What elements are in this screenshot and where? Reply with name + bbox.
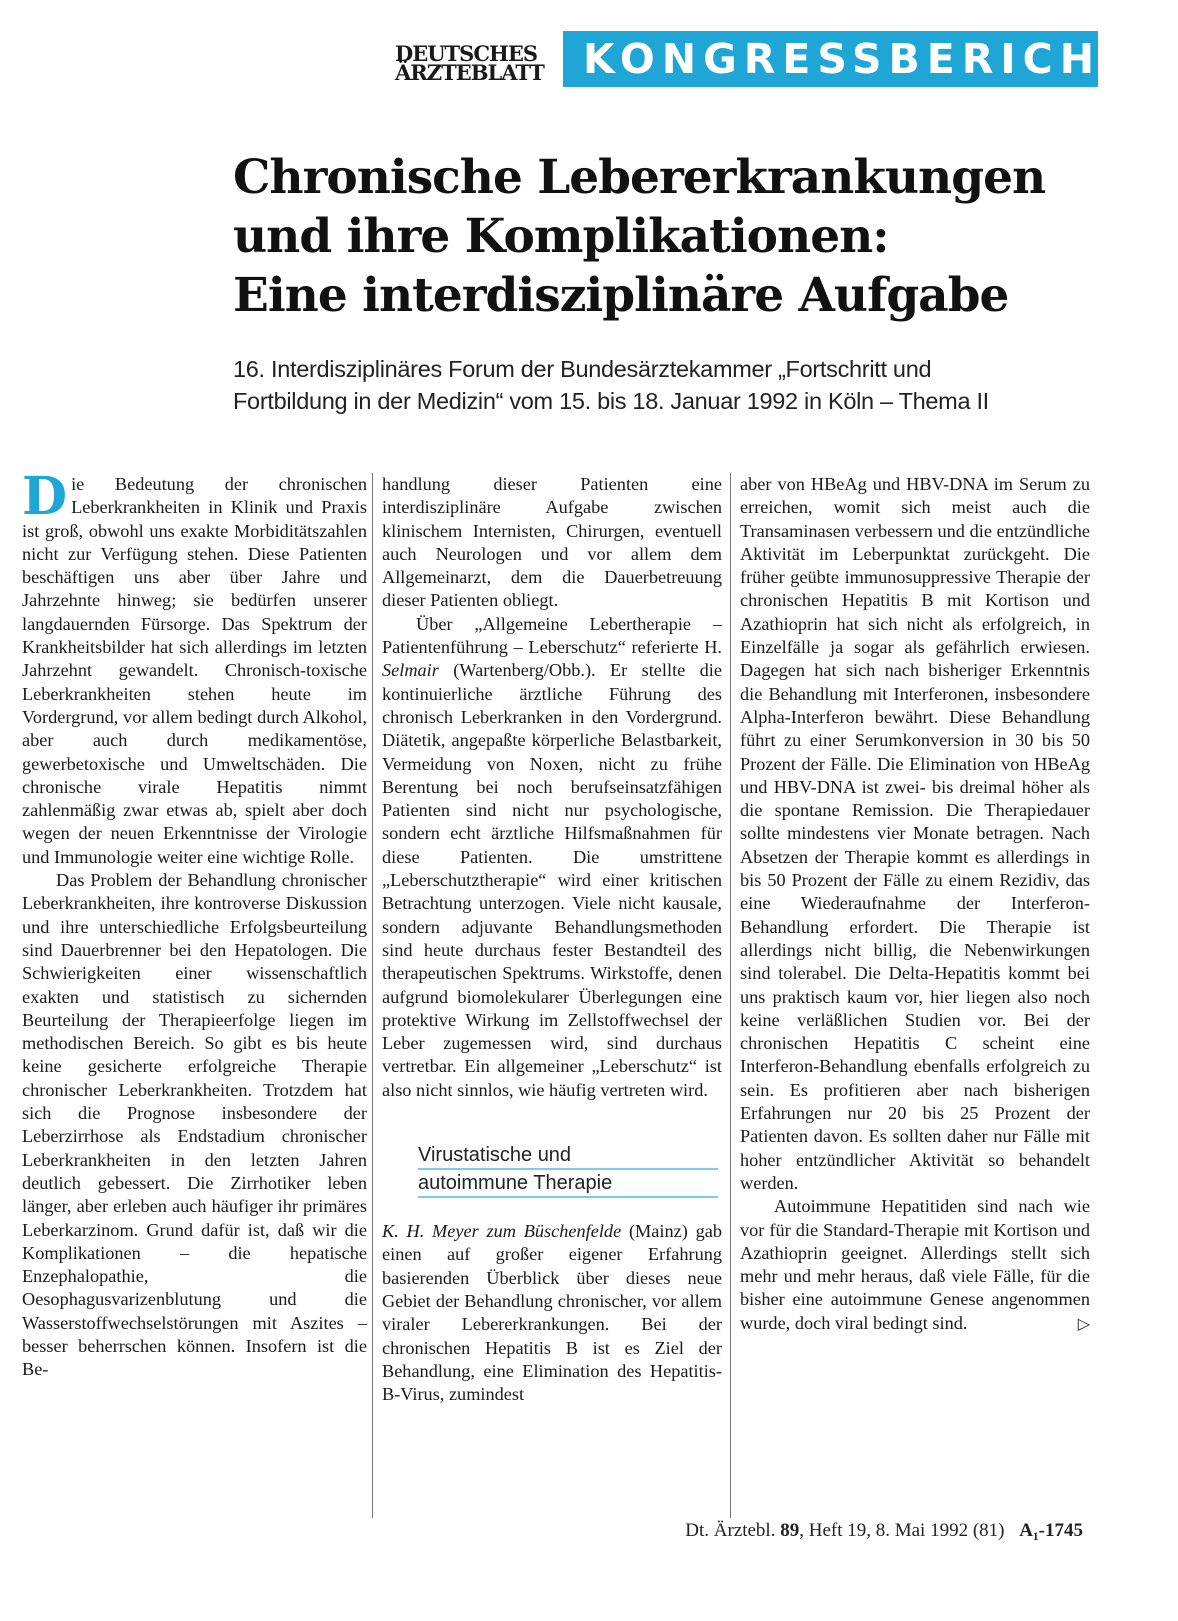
paragraph-text: Autoimmune Hepatitiden sind nach wie vor für die Standard-Therapie mit Kortison und Azathioprin geeignet. Allerdings stellt sich mehr und mehr heraus, daß viele Fälle, für die bisher eine autoimmune Genese angenommen wurde, doch viral bedingt sind. — [740, 1196, 1090, 1333]
section-banner: KONGRESSBERICHT — [563, 31, 1098, 87]
continue-arrow-icon: ▷ — [1077, 1313, 1090, 1333]
title-line3: Eine interdisziplinäre Aufgabe — [233, 268, 1009, 323]
footer-volume: 89 — [780, 1520, 800, 1541]
paragraph — [740, 1195, 1090, 1335]
article-subtitle — [233, 353, 1133, 417]
paragraph-text: (Wartenberg/Obb.). Er stellte die kontinuierliche ärztliche Führung des chronisch Leberkranken in den Vordergrund. Diätetik, angepaßte körperliche Belastbarkeit, Vermeidung von Noxen, nicht zu frühe Berentung bei noch berufseinsatzfähigen Patienten sind nicht nur psychologische, sondern echt ärztliche Hilfsmaßnahmen für diese Patienten. Die umstrittene „Leberschutztherapie“ wird einer kritischen Betrachtung unterzogen. Viele nicht kausale, sondern adjuvante Behandlungsmethoden sind heute durchaus fester Bestandteil des therapeutischen Spektrums. Wirkstoffe, denen aufgrund biomolekularer Überlegungen eine protektive Wirkung im Zellstoffwechsel der Leber zugemessen wird, sind durchaus vertretbar. Ein allgemeiner „Leberschutz“ ist also nicht sinnlos, wie häufig vertreten wird. — [382, 660, 722, 1100]
page-footer — [685, 1520, 1083, 1542]
text-column-2 — [382, 473, 722, 1406]
author-name: K. H. Meyer zum Büschenfelde — [382, 1221, 622, 1242]
column-divider-2 — [730, 473, 731, 1518]
section-heading-line1: Virustatische und — [418, 1142, 718, 1170]
subtitle-line2: Fortbildung in der Medizin“ vom 15. bis 18. Januar 1992 in Köln – Thema II — [233, 388, 989, 414]
paragraph — [382, 613, 722, 1102]
subtitle-line1: 16. Interdisziplinäres Forum der Bundesärztekammer „Fortschritt und — [233, 356, 932, 382]
paragraph — [382, 1220, 722, 1406]
drop-cap: D — [22, 466, 68, 527]
section-heading — [418, 1142, 722, 1198]
paragraph: aber von HBeAg und HBV-DNA im Serum zu erreichen, womit sich meist auch die Transaminasen verbessern und die entzündliche Aktivität im Leberpunktat zurückgeht. Die früher geübte immunosuppressive Therapie der chronischen Hepatitis B mit Kortison und Azathioprin hat sich nicht als erfolgreich, in Einzelfälle ja sogar als gefährlich erwiesen. Dagegen hat sich nach bisheriger Erkenntnis die Behandlung mit Interferonen, insbesondere Alpha-Interferon bewährt. Diese Behandlung führt zu einer Serumkonversion in 30 bis 50 Prozent der Fälle. Die Elimination von HBeAg und HBV-DNA ist zwei- bis dreimal höher als die spontane Remission. Die Therapiedauer sollte mindestens vier Monate betragen. Nach Absetzen der Therapie kommt es allerdings in bis 50 Prozent der Fälle zu einem Rezidiv, das eine Wiederaufnahme der Interferon-Behandlung erfordert. Die Therapie ist allerdings nicht billig, die Nebenwirkungen sind tolerabel. Die Delta-Hepatitis kommt bei uns praktisch kaum vor, hier liegen also noch keine verläßlichen Studien vor. Bei der chronischen Hepatitis C scheint eine Interferon-Behandlung ebenfalls erfolgreich zu sein. Es profitieren aber nach bisherigen Erfahrungen nur 20 bis 25 Prozent der Patienten davon. Es sollten daher nur Fälle mit hoher entzündlicher Aktivität so behandelt werden. — [740, 474, 1090, 1193]
paragraph: handlung dieser Patienten eine interdisziplinäre Aufgabe zwischen klinischem Internisten, Chirurgen, eventuell auch Neurologen und vor allem dem Allgemeinarzt, dem die Dauerbetreuung dieser Patienten obliegt. — [382, 474, 722, 611]
footer-issue: , Heft 19, 8. Mai 1992 (81) — [799, 1520, 1005, 1541]
title-line2: und ihre Komplikationen: — [233, 209, 889, 264]
journal-masthead — [395, 41, 555, 85]
text-column-3 — [740, 473, 1090, 1335]
footer-page-number: A₁-1745 — [1019, 1520, 1083, 1541]
footer-journal: Dt. Ärztebl. — [685, 1520, 776, 1541]
masthead-line1: DEUTSCHES — [395, 41, 538, 66]
masthead-line2: ÄRZTEBLATT — [395, 60, 544, 85]
author-name: Selmair — [382, 660, 439, 681]
paragraph: Das Problem der Behandlung chronischer Leberkrankheiten, ihre kontroverse Diskussion und ihre unterschiedliche Erfolgsbeurteilung sind Dauerbrenner bei den Hepatologen. Die Schwierigkeiten einer wissenschaftlich exakten und statistisch zu sichernden Beurteilung der Therapieerfolge liegen im methodischen Bereich. So gibt es bis heute keine gesicherte erfolgreiche Therapie chronischer Leberkrankheiten. Trotzdem hat sich die Prognose insbesondere der Leberzirrhose als Endstadium chronischer Leberkrankheiten in den letzten Jahren deutlich gebessert. Die Zirrhotiker leben länger, aber erleben auch häufiger ihr primäres Leberkarzinom. Grund dafür ist, daß wir die Komplikationen – die hepatische Enzephalopathie, die Oesophagusvarizenblutung und die Wasserstoffwechselstörungen mit Aszites – besser beherrschen können. Insofern ist die Be- — [22, 870, 367, 1380]
title-line1: Chronische Lebererkrankungen — [233, 150, 1046, 205]
paragraph — [22, 466, 367, 869]
text-column-1 — [22, 466, 367, 1382]
column-divider-1 — [372, 473, 373, 1518]
paragraph-text: Über „Allgemeine Lebertherapie – Patientenführung – Leberschutz“ referierte H. — [382, 613, 722, 658]
paragraph-text: (Mainz) gab einen auf großer eigener Erfahrung basierenden Überblick über dieses neue Gebiet der Behandlung chronischer, vor allem viraler Lebererkrankungen. Bei der chronischen Hepatitis B ist es Ziel der Behandlung, eine Elimination des Hepatitis-B-Virus, zumindest — [382, 1221, 722, 1405]
section-heading-line2: autoimmune Therapie — [418, 1170, 718, 1198]
paragraph-text: ie Bedeutung der chronischen Leberkrankheiten in Klinik und Praxis ist groß, obwohl uns exakte Morbiditätszahlen nicht zur Verfügung stehen. Diese Patienten beschäftigen uns aber über Jahre und Jahrzehnte hinweg; sie bedürfen unserer langdauernden Fürsorge. Das Spektrum der Krankheitsbilder hat sich allerdings im letzten Jahrzehnt gewandelt. Chronisch-toxische Leberkrankheiten stehen heute im Vordergrund, vor allem bedingt durch Alkohol, aber auch durch medikamentöse, gewerbetoxische und Umweltschäden. Die chronische virale Hepatitis nimmt zahlenmäßig zwar etwas ab, spielt aber doch wegen der neuen Erkenntnisse der Virologie und Immunologie weiter eine wichtige Rolle. — [22, 474, 367, 867]
article-title — [233, 148, 1143, 325]
